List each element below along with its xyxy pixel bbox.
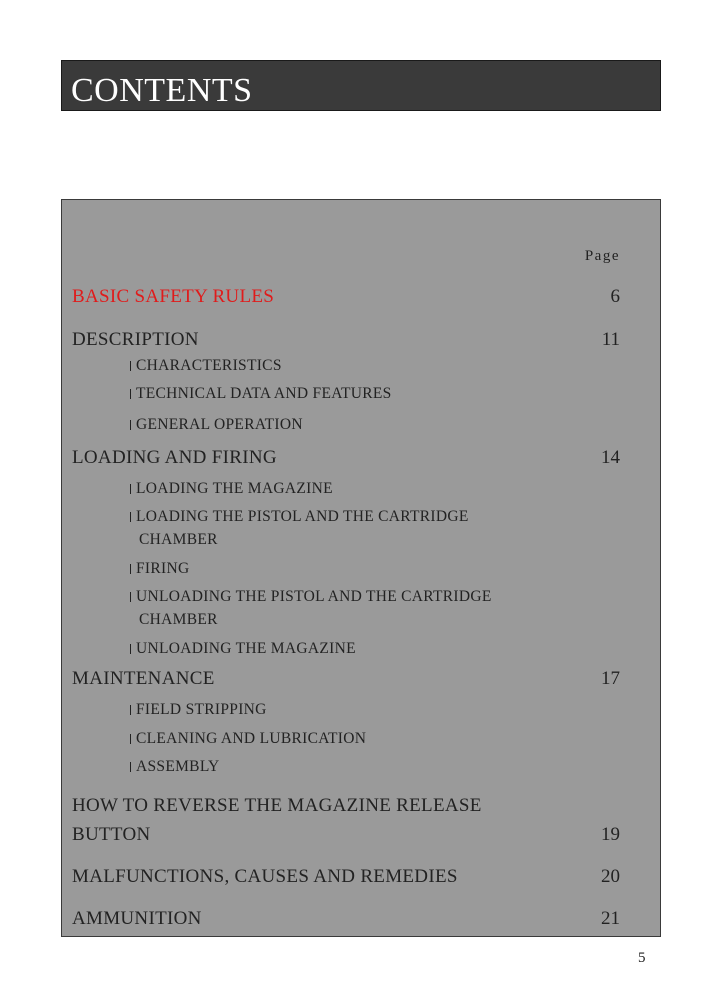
bullet-marker [130,484,131,494]
page-column-label: Page [584,248,620,264]
toc-subentry-label: TECHNICAL DATA AND FEATURES [136,385,392,402]
toc-subentry[interactable] [130,354,550,377]
toc-subentry[interactable] [130,585,550,631]
toc-entry-title: BUTTON [72,824,151,845]
toc-subentry-label: GENERAL OPERATION [136,416,303,433]
bullet-marker [130,361,131,371]
toc-subentry[interactable] [130,477,550,500]
title-bar [61,60,661,111]
bullet-marker [130,644,131,654]
toc-subentry-label: FIELD STRIPPING [136,701,267,718]
toc-entry-page: 21 [601,908,620,929]
toc-subentry-label-continued: CHAMBER [139,611,218,628]
toc-subentry[interactable] [130,698,550,721]
bullet-marker [130,389,131,399]
bullet-marker [130,420,131,430]
toc-entry-title: MALFUNCTIONS, CAUSES AND REMEDIES [72,866,458,887]
toc-subentry-label: CHARACTERISTICS [136,357,282,374]
toc-subentry-label: ASSEMBLY [136,758,220,775]
bullet-marker [130,592,131,602]
page-number: 5 [638,950,646,966]
toc-subentry[interactable] [130,382,550,405]
bullet-marker [130,564,131,574]
toc-subentry-label: UNLOADING THE MAGAZINE [136,640,356,657]
table-of-contents [61,199,661,937]
page-title: CONTENTS [71,72,253,109]
toc-entry-title: DESCRIPTION [72,329,199,350]
toc-entry-title: MAINTENANCE [72,668,215,689]
toc-subentry-label: CLEANING AND LUBRICATION [136,730,367,747]
toc-subentry[interactable] [130,727,550,750]
toc-subentry-label: LOADING THE MAGAZINE [136,480,333,497]
toc-subentry[interactable] [130,413,550,436]
toc-entry-page: 17 [601,668,620,689]
toc-entry-page: 14 [601,447,620,468]
toc-subentry[interactable] [130,755,550,778]
toc-entry-title: AMMUNITION [72,908,202,929]
toc-entry-page: 20 [601,866,620,887]
toc-subentry-label: FIRING [136,560,190,577]
bullet-marker [130,512,131,522]
toc-entry-page: 19 [601,824,620,845]
toc-entry-title: BASIC SAFETY RULES [72,286,275,307]
toc-subentry-label: LOADING THE PISTOL AND THE CARTRIDGE [136,508,469,525]
toc-subentry-label-continued: CHAMBER [139,531,218,548]
bullet-marker [130,762,131,772]
toc-subentry[interactable] [130,557,550,580]
toc-entry-page: 11 [601,329,620,350]
bullet-marker [130,734,131,744]
toc-subentry[interactable] [130,505,550,551]
toc-entry-title: LOADING AND FIRING [72,447,277,468]
toc-subentry[interactable] [130,637,550,660]
toc-entry-page: 6 [610,286,620,307]
toc-subentry-label: UNLOADING THE PISTOL AND THE CARTRIDGE [136,588,492,605]
bullet-marker [130,705,131,715]
toc-entry-title: HOW TO REVERSE THE MAGAZINE RELEASE [72,795,482,816]
